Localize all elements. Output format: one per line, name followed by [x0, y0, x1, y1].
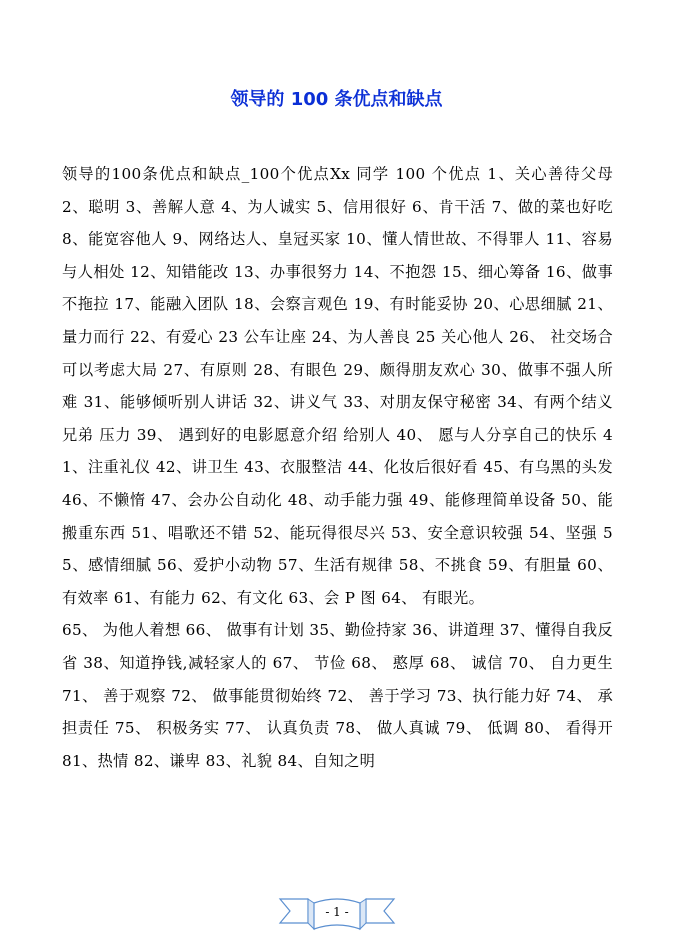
document-body: [62, 158, 613, 777]
document-title: 领导的 100 条优点和缺点: [230, 89, 443, 110]
body-paragraph-2: 65、 为他人着想 66、 做事有计划 35、勤俭持家 36、讲道理 37、懂得自我反省 38、知道挣钱,减轻家人的 67、 节俭 68、 憨厚 68、 诚信 70、 自力更生 71、 善于观察 72、 做事能贯彻始终 72、 善于学习 73、执行能力好 74、 承担责任 75、 积极务实 77、 认真负责 78、 做人真诚 79、 低调 80、 看得开 81、热情 82、谦卑 83、礼貌 84、自知之明: [62, 621, 613, 770]
page-footer: [278, 893, 396, 933]
body-paragraph-1: 领导的100条优点和缺点_100个优点Xx 同学 100 个优点 1、关心善待父母 2、聪明 3、善解人意 4、为人诚实 5、信用很好 6、肯干活 7、做的菜也好吃 8、能宽容他人 9、网络达人、皇冠买家 10、懂人情世故、不得罪人 11、容易与人相处 12、知错能改 13、办事很努力 14、不抱怨 15、细心筹备 16、做事不拖拉 17、能融入团队 18、会察言观色 19、有时能妥协 20、心思细腻 21、量力而行 22、有爱心 23 公车让座 24、为人善良 25 关心他人 26、 社交场合可以考虑大局 27、有原则 28、有眼色 29、颇得朋友欢心 30、做事不强人所难 31、能够倾听别人讲话 32、讲义气 33、对朋友保守秘密 34、有两个结义兄弟 压力 39、 遇到好的电影愿意介绍 给别人 40、 愿与人分享自己的快乐 41、注重礼仪 42、讲卫生 43、衣服整洁 44、化妆后很好看 45、有乌黑的头发 46、不懒惰 47、会办公自动化 48、动手能力强 49、能修理简单设备 50、能搬重东西 51、唱歌还不错 52、能玩得很尽兴 53、安全意识较强 54、坚强 55、感情细腻 56、爱护小动物 57、生活有规律 58、不挑食 59、有胆量 60、有效率 61、有能力 62、有文化 63、会 P 图 64、 有眼光。: [62, 165, 613, 607]
page-number: - 1 -: [325, 905, 349, 919]
